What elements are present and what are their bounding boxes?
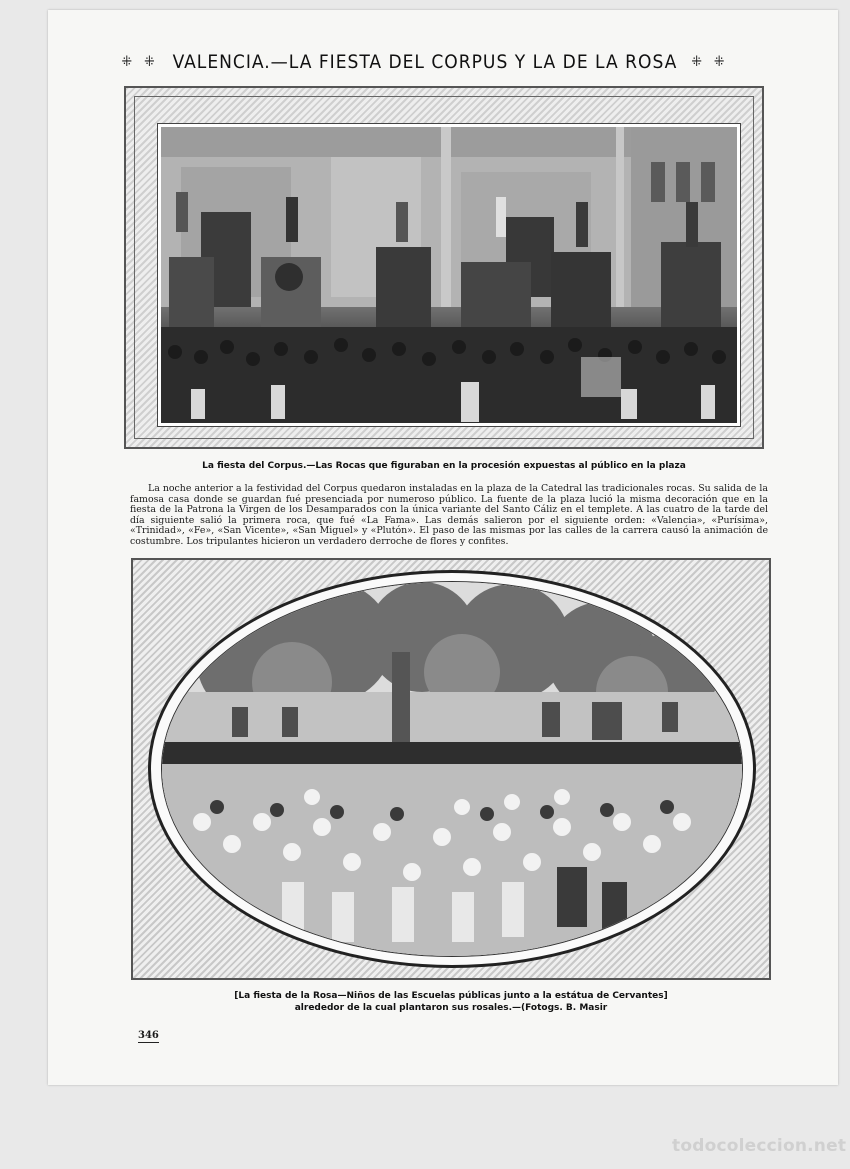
rosa-scene-image <box>162 582 743 957</box>
photo-corpus-rocas <box>158 124 740 426</box>
page-title: VALENCIA.—LA FIESTA DEL CORPUS Y LA DE LA ROSA <box>172 51 678 73</box>
watermark-logo: todocoleccion.net <box>672 1136 847 1156</box>
photo-frame-rosa <box>131 558 771 980</box>
photo-frame-corpus <box>124 86 764 449</box>
article-paragraph: La noche anterior a la festividad del Corpus quedaron instaladas en la plaza de la Catedral las tradicionales rocas. Su salida de la famosa casa donde se guardan fué presenciada por numeroso público. La fuente de la plaza lució la misma decoración que en la fiesta de la Patrona la Virgen de los Desamparados con la única variante del Santo Cáliz en el templete. A las cuatro de la tarde del día siguiente salió la primera roca, que fué «La Fama». Las demás salieron por el siguiente orden: «Valencia», «Purísima», «Trinidad», «Fe», «San Vicente», «San Miguel» y «Plutón». El paso de las mismas por las calles de la carrera causó la animación de costumbre. Los tripulantes hicieron un verdadero derroche de flores y confites. <box>130 483 768 547</box>
corpus-scene-image <box>161 127 737 423</box>
ornament-right: ⁜ ⁜ <box>691 54 729 70</box>
caption-corpus: La fiesta del Corpus.—Las Rocas que figuraban en la procesión expuestas al público en la plaza <box>202 461 686 471</box>
oval-border <box>148 570 756 968</box>
page-header <box>75 47 775 77</box>
photo-fiesta-rosa <box>161 581 743 957</box>
page-number: 346 <box>138 1030 159 1041</box>
caption-rosa-line1: [La fiesta de la Rosa—Niños de las Escuelas públicas junto a la estátua de Cervantes] <box>234 991 668 1001</box>
caption-rosa-line2: alrededor de la cual plantaron sus rosales.—(Fotogs. B. Masir <box>294 1003 608 1013</box>
caption-rosa <box>131 990 771 1014</box>
ornament-left: ⁜ ⁜ <box>121 54 159 70</box>
